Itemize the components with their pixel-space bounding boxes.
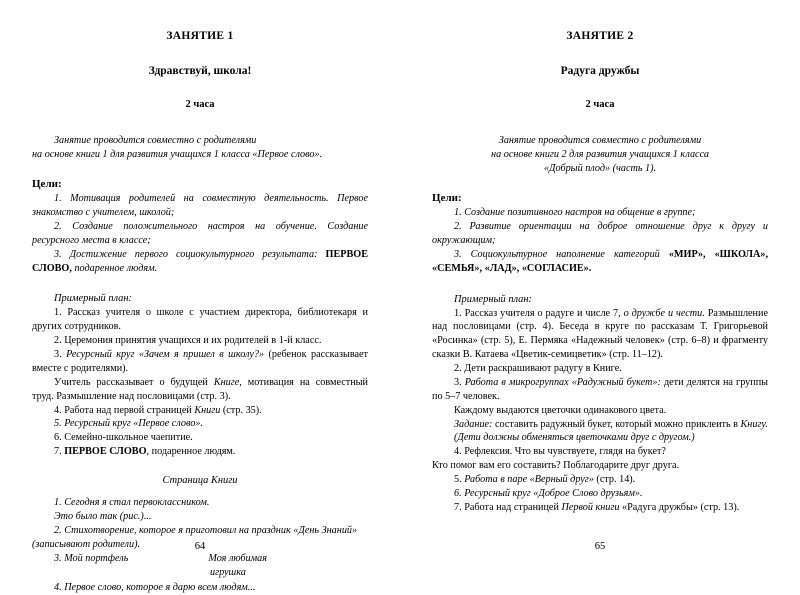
plan-item-number: 3. (54, 349, 67, 361)
goal-item (32, 220, 368, 248)
plan-item: 7. Работа над страницей Первой книги «Радуга дружбы» (стр. 13). (454, 501, 740, 513)
book-page-line (32, 496, 368, 510)
book-page-line-text: 4. Первое слово, которое я дарю всем людям... (54, 581, 256, 593)
book-page-heading-left: Страница Книги (162, 475, 238, 487)
book-page-line-text: Это было так (рис.)... (54, 511, 152, 523)
book-page-line-text: 3. Мой портфель (54, 553, 129, 565)
intro-line: Занятие проводится совместно с родителями (498, 135, 702, 146)
plan-item-text: (Дети должны обменяться цветочками друг с другом.) (454, 432, 695, 444)
plan-item-text: 2. Дети раскрашивают радугу в Книге. (454, 363, 622, 375)
goals-heading-right: Цели: (432, 192, 462, 205)
plan-item-emph: Книги (194, 404, 221, 416)
plan-item: 5. Работа в паре «Верный друг» (стр. 14). (454, 474, 636, 486)
goal-text-tail: подаренное людям. (71, 262, 158, 274)
page-number-right: 65 (594, 541, 606, 552)
plan-item-text: 5. Ресурсный круг «Первое слово». (54, 418, 203, 430)
goal-number: 3. (54, 248, 62, 260)
plan-item-text: 2. Церемония принятия учащихся и их родителей в 1-й класс. (54, 335, 322, 347)
goal-text: Достижение первого социокультурного результата: (69, 248, 326, 260)
plan-item-emph: Книгу. (740, 418, 768, 430)
intro-line: «Добрый плод» (часть 1). (543, 163, 657, 175)
plan-item-emph: Ресурсный круг «Зачем я пришел в школу?» (66, 349, 265, 361)
plan-item: Учитель рассказывает о будущей Книге, мотивация на совместный труд. Размышление над пословицами (стр. 3). (32, 376, 368, 402)
plan-item: Задание: составить радужный букет, который можно приклеить в Книгу. (454, 418, 768, 430)
plan-item (432, 404, 768, 418)
goal-text: Создание позитивного настроя на общение в группе; (464, 207, 696, 219)
goal-item (432, 206, 768, 220)
plan-item: 1. Рассказ учителя о радуге и числе 7, о дружбе и чести. Размышление над пословицами (стр. 4). Беседа в круге по рассказам Т. Григорьевой «Росинка» (стр. 5), Е. Пермяка «Надежный человек» (стр. 6–8) и фрагменту сказки В. Катаева «Цветик-семицветик» (стр. 11–12). (432, 307, 768, 361)
plan-item: 3. Ресурсный круг «Зачем я пришел в школу?» (ребенок рассказывает вместе с родителями). (32, 349, 368, 374)
intro-line: Занятие проводится совместно с родителями (54, 135, 257, 146)
plan-heading-right: Примерный план: (454, 293, 532, 305)
plan-item-emph: Работа в микрогруппах «Радужный букет»: (464, 376, 661, 388)
plan-item (432, 431, 768, 445)
plan-item-text: Каждому выдаются цветочки одинакового цвета. (454, 404, 667, 416)
page-right (400, 0, 800, 566)
plan-item (32, 306, 368, 334)
book-page-line (32, 581, 368, 595)
plan-item: 4. Работа над первой страницей Книги (стр. 35). (54, 404, 262, 416)
intro-line: на основе книги 1 для развития учащихся 1 класса «Первое слово». (32, 149, 323, 161)
plan-heading-left: Примерный план: (54, 293, 132, 305)
book-page-line (32, 510, 368, 524)
plan-item-text: Кто помог вам его составить? Поблагодарите друг друга. (432, 460, 680, 472)
lesson-title-left: ЗАНЯТИЕ 1 (166, 30, 234, 42)
plan-item-text: 6. Ресурсный круг «Доброе Слово друзьям». (454, 487, 643, 499)
lesson-intro-right (432, 134, 768, 176)
goal-text: Развитие ориентации на доброе отношение друг к другу и окружающим; (432, 221, 769, 246)
plan-item-text: 1. Рассказ учителя о школе с участием директора, библиотекаря и других сотрудников. (32, 307, 368, 333)
lesson-hours-left: 2 часа (185, 99, 215, 110)
goals-heading-left: Цели: (32, 178, 62, 191)
plan-item (432, 487, 768, 501)
goal-text-bold: ПЕРВОЕ СЛОВО, (32, 248, 369, 274)
lesson-title-right: ЗАНЯТИЕ 2 (566, 30, 634, 42)
plan-item-emph: о дружбе и чести. (623, 307, 705, 319)
lesson-subtitle-left: Здравствуй, школа! (148, 65, 252, 77)
book-page-line (32, 552, 368, 566)
goal-item (32, 248, 368, 276)
book-page-line: игрушка (210, 567, 246, 579)
page-right-content (432, 30, 768, 515)
goal-number: 2. (454, 221, 462, 233)
goal-number: 3. (454, 248, 462, 260)
goal-text: Создание положительного настроя на обучение. Создание ресурсного места в классе; (32, 220, 368, 246)
plan-item (432, 459, 768, 473)
intro-line: на основе книги 2 для развития учащихся 1 класса (491, 149, 709, 161)
plan-item-text: 4. Рефлексия. Что вы чувствуете, глядя на букет? (454, 446, 666, 458)
plan-item-emph: Задание: (454, 418, 493, 430)
lesson-hours-right: 2 часа (585, 99, 615, 110)
goal-number: 1. (454, 207, 462, 219)
plan-item-emph: Первой книги (561, 501, 620, 513)
plan-item: 7. ПЕРВОЕ СЛОВО, подаренное людям. (54, 446, 236, 458)
plan-item-emph: Работа в паре «Верный друг» (464, 474, 594, 486)
book-page-line-text: 1. Сегодня я стал первоклассником. (54, 497, 210, 509)
goal-item (32, 192, 368, 220)
goal-text-bold: «МИР», «ШКОЛА», «СЕМЬЯ», «ЛАД», «СОГЛАСИЕ». (432, 248, 769, 274)
page-number-left: 64 (194, 541, 206, 552)
plan-item: 3. Работа в микрогруппах «Радужный букет»: дети делятся на группы по 5–7 человек. (432, 376, 769, 402)
plan-item (32, 431, 368, 445)
plan-item-text: 6. Семейно-школьное чаепитие. (54, 432, 193, 444)
plan-item (432, 445, 768, 459)
plan-item (32, 334, 368, 348)
goal-text: Мотивация родителей на совместную деятельность. Первое знакомство с учителем, школой; (32, 193, 368, 219)
lesson-subtitle-right: Радуга дружбы (560, 65, 640, 77)
goal-number: 1. (54, 193, 62, 205)
plan-item (432, 362, 768, 376)
plan-item-strong: ПЕРВОЕ СЛОВО (64, 446, 147, 458)
plan-item-emph: Книге (213, 376, 240, 388)
page-left-content (32, 30, 368, 595)
goal-text: Социокультурное наполнение категорий (470, 248, 669, 260)
plan-item (32, 417, 368, 431)
goal-item (432, 248, 768, 276)
goal-number: 2. (54, 220, 62, 232)
book-page-line-text: 2. Стихотворение, которое я приготовил на праздник «День Знаний» (записывают родители). (32, 525, 358, 551)
lesson-intro-left (32, 134, 368, 162)
goal-item (432, 220, 768, 248)
page-left (0, 0, 400, 593)
book-page-line-text: Моя любимая (208, 553, 267, 565)
